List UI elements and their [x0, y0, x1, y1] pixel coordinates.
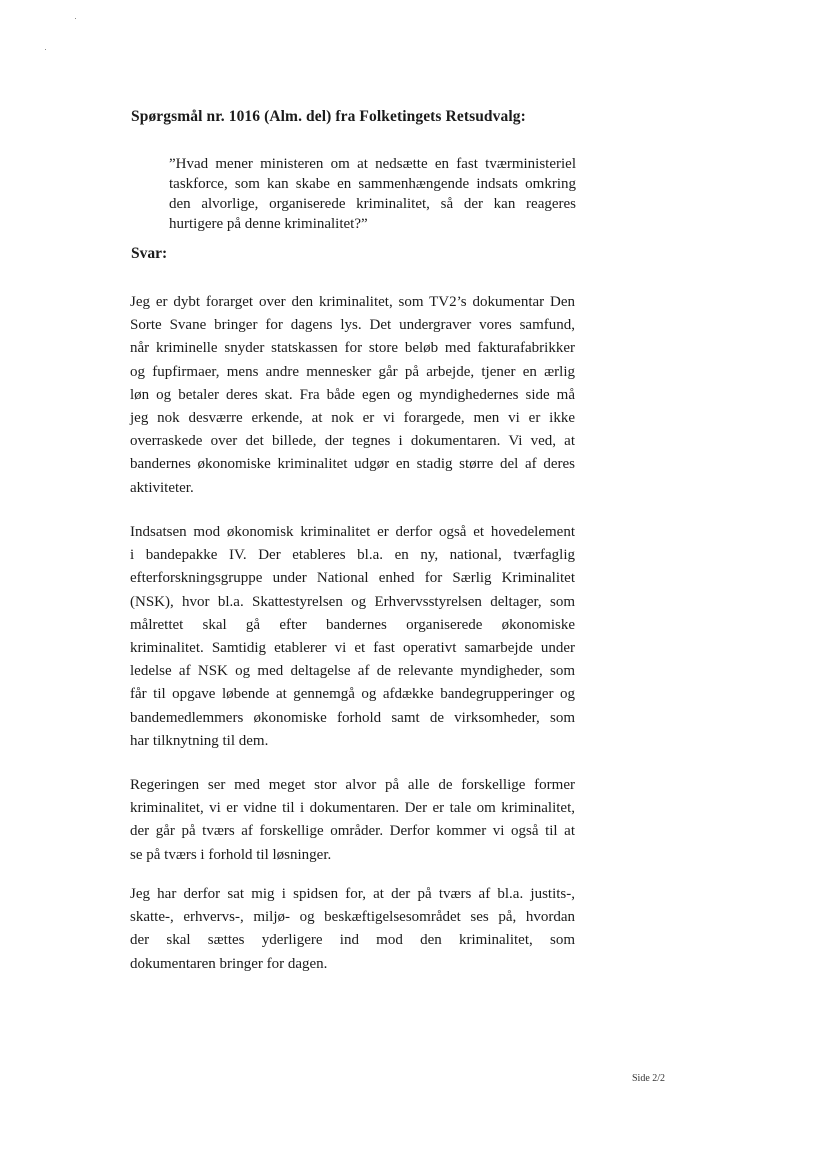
paragraph-line: når kriminelle snyder statskassen for store beløb med fakturafabrikker: [130, 340, 575, 357]
question-line: hurtigere på denne kriminalitet?”: [169, 216, 368, 232]
question-line: den alvorlige, organiserede kriminalitet, så der kan reageres: [169, 196, 576, 212]
paragraph-line: kriminalitet. Samtidig etablerer vi et fast operativt samarbejde under: [130, 640, 575, 657]
paragraph-line: Sorte Svane bringer for dagens lys. Det undergraver vores samfund,: [130, 317, 575, 334]
paragraph-line: ledelse af NSK og med deltagelse af de relevante myndigheder, som: [130, 663, 575, 680]
scan-speck: [75, 18, 76, 19]
page-number: Side 2/2: [632, 1073, 666, 1084]
paragraph-line: bandernes økonomiske kriminalitet udgør en stadig større del af deres: [130, 456, 575, 473]
paragraph-line: har tilknytning til dem.: [130, 732, 269, 749]
paragraph-line: (NSK), hvor bl.a. Skattestyrelsen og Erhvervsstyrelsen deltager, som: [130, 593, 575, 610]
answer-paragraph-3: [130, 774, 575, 867]
paragraph-line: se på tværs i forhold til løsninger.: [130, 846, 332, 863]
paragraph-line: får til opgave løbende at gennemgå og afdække bandegrupperinger og: [130, 686, 575, 703]
paragraph-line: Jeg er dybt forarget over den kriminalitet, som TV2’s dokumentar Den: [130, 294, 575, 310]
paragraph-line: målrettet skal gå efter bandernes organiserede økonomiske: [130, 616, 575, 633]
paragraph-line: efterforskningsgruppe under National enhed for Særlig Kriminalitet: [130, 570, 575, 587]
question-line: ”Hvad mener ministeren om at nedsætte en fast tværministeriel: [169, 156, 576, 172]
paragraph-line: Regeringen ser med meget stor alvor på alle de forskellige former: [130, 777, 575, 793]
scan-speck: [45, 49, 46, 50]
paragraph-line: overraskede over det billede, der tegnes i dokumentaren. Vi ved, at: [130, 433, 575, 450]
paragraph-line: Jeg har derfor sat mig i spidsen for, at der på tværs af bl.a. justits-,: [130, 886, 575, 902]
paragraph-line: kriminalitet, vi er vidne til i dokumentaren. Der er tale om kriminalitet,: [130, 800, 575, 817]
question-quote: [169, 154, 576, 234]
answer-paragraph-2: [130, 521, 575, 753]
question-line: taskforce, som kan skabe en sammenhængende indsats omkring: [169, 176, 576, 192]
paragraph-line: der skal sættes yderligere ind mod den kriminalitet, som: [130, 932, 575, 949]
paragraph-line: jeg nok desværre erkende, at nok er vi forargede, men vi er ikke: [130, 410, 575, 427]
paragraph-line: der går på tværs af forskellige områder. Derfor kommer vi også til at: [130, 823, 575, 840]
paragraph-line: bandemedlemmers økonomiske forhold samt de virksomheder, som: [130, 709, 575, 726]
answer-label: Svar:: [131, 245, 168, 262]
question-heading: Spørgsmål nr. 1016 (Alm. del) fra Folketingets Retsudvalg:: [131, 108, 526, 125]
paragraph-line: løn og betaler deres skat. Fra både egen og myndighedernes side må: [130, 386, 575, 403]
paragraph-line: aktiviteter.: [130, 479, 194, 496]
answer-paragraph-1: [130, 291, 575, 500]
answer-paragraph-4: [130, 883, 575, 976]
paragraph-line: Indsatsen mod økonomisk kriminalitet er derfor også et hovedelement: [130, 524, 575, 540]
paragraph-line: i bandepakke IV. Der etableres bl.a. en ny, national, tværfaglig: [130, 547, 575, 564]
paragraph-line: og fupfirmaer, mens andre mennesker går på arbejde, tjener en ærlig: [130, 363, 575, 380]
paragraph-line: dokumentaren bringer for dagen.: [130, 955, 328, 972]
paragraph-line: skatte-, erhvervs-, miljø- og beskæftigelsesområdet ses på, hvordan: [130, 909, 575, 926]
